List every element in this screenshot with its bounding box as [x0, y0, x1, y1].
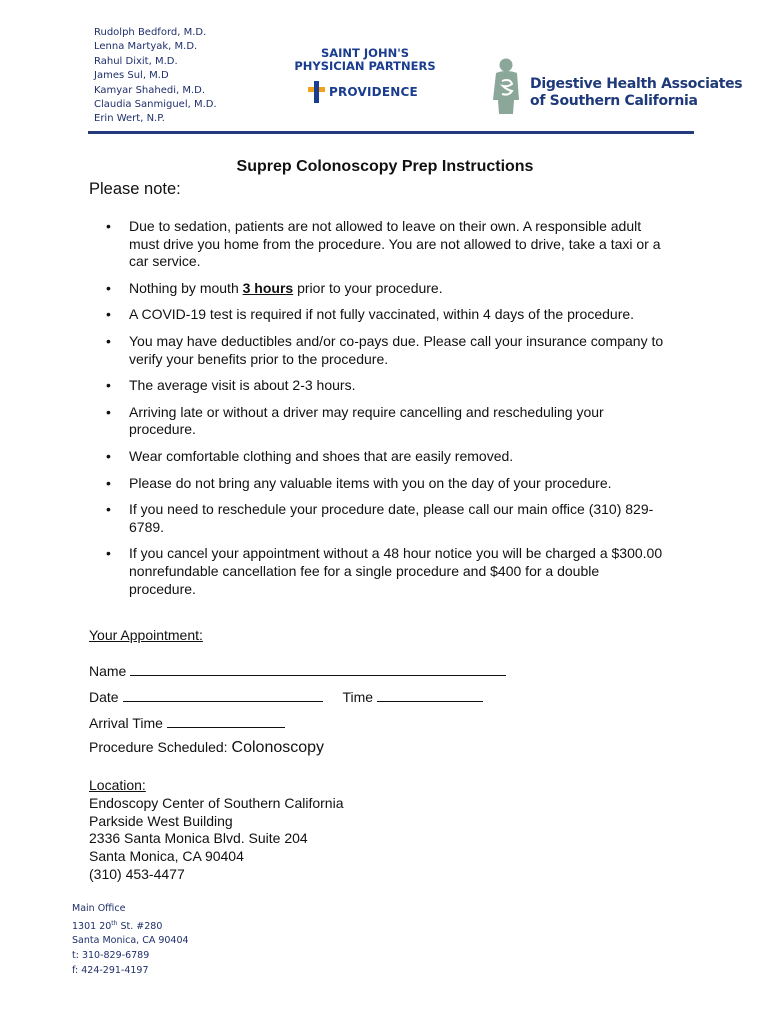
please-note-heading: Please note:: [89, 180, 181, 198]
footer-address: [72, 917, 189, 935]
doctor-name: Erin Wert, N.P.: [94, 113, 165, 125]
location-line: (310) 453-4477: [89, 865, 185, 882]
footer-title: Main Office: [72, 903, 126, 914]
doctor-list: [94, 26, 217, 127]
list-item: • If you cancel your appointment without a 48 hour notice you will be charged a $300.00 nonrefundable cancellation fee for a single procedure and $400 for a double procedure.: [89, 545, 669, 598]
location-heading: Location:: [89, 777, 146, 793]
arrival-label: Arrival Time: [89, 715, 163, 731]
logo-sj-line1: SAINT JOHN'S: [320, 46, 410, 60]
procedure-row: [89, 739, 324, 757]
time-label: Time: [342, 689, 374, 705]
date-label: Date: [89, 689, 119, 705]
dha-text: [530, 76, 742, 110]
list-item: • Wear comfortable clothing and shoes that are easily removed.: [89, 448, 669, 466]
address-rest: St. #280: [117, 920, 163, 932]
providence-cross-icon: [308, 81, 325, 103]
procedure-value: Colonoscopy: [231, 739, 325, 756]
logo-dha-line1: Digestive Health Associates: [530, 76, 743, 92]
logo-dha-line2: of Southern California: [530, 93, 698, 109]
instruction-list: [89, 218, 669, 607]
item-text: Nothing by mouth: [129, 279, 243, 296]
doctor-name: Kamyar Shahedi, M.D.: [94, 84, 206, 96]
location-line: Parkside West Building: [89, 812, 233, 829]
location-line: Santa Monica, CA 90404: [89, 848, 244, 865]
date-time-row: [89, 688, 483, 705]
address-number: 1301 20: [72, 920, 112, 932]
time-field[interactable]: [377, 688, 483, 702]
page-title: Suprep Colonoscopy Prep Instructions: [236, 158, 534, 175]
list-item: • Please do not bring any valuable items with you on the day of your procedure.: [89, 475, 669, 493]
doctor-name: James Sul, M.D: [94, 70, 169, 82]
saint-johns-providence-logo: [292, 46, 438, 99]
footer-city: Santa Monica, CA 90404: [72, 935, 189, 947]
doctor-name: Lenna Martyak, M.D.: [94, 41, 198, 53]
logo-providence-text: PROVIDENCE: [329, 85, 418, 99]
footer-phone: t: 310-829-6789: [72, 949, 150, 961]
emphasis-text: 3 hours: [242, 279, 294, 296]
list-item: • If you need to reschedule your procedure date, please call our main office (310) 829-6789.: [89, 501, 669, 536]
digestive-figure-icon: [490, 56, 530, 114]
location-line: Endoscopy Center of Southern California: [89, 794, 344, 811]
address-suffix: th: [111, 919, 118, 927]
list-item: • A COVID-19 test is required if not fully vaccinated, within 4 days of the procedure.: [89, 306, 669, 324]
logo-sj-line2: PHYSICIAN PARTNERS: [294, 59, 436, 73]
footer-fax: f: 424-291-4197: [72, 964, 149, 976]
list-item: • Due to sedation, patients are not allowed to leave on their own. A responsible adult must drive you home from the procedure. You are not allowed to drive, take a taxi or a car service.: [89, 218, 669, 271]
arrival-row: [89, 714, 285, 731]
footer-contact: [72, 902, 189, 978]
name-label: Name: [89, 663, 127, 679]
list-item: • The average visit is about 2-3 hours.: [89, 377, 669, 395]
appointment-heading: Your Appointment:: [89, 627, 203, 643]
doctor-name: Rudolph Bedford, M.D.: [94, 27, 207, 38]
item-text: prior to your procedure.: [293, 279, 443, 296]
location-block: [89, 777, 343, 884]
name-row: [89, 662, 506, 679]
procedure-label: Procedure Scheduled:: [89, 739, 228, 755]
providence-mark: [308, 81, 418, 103]
header-divider: [88, 131, 694, 134]
arrival-time-field[interactable]: [167, 714, 285, 728]
doctor-name: Rahul Dixit, M.D.: [94, 55, 178, 67]
list-item: • You may have deductibles and/or co-pays due. Please call your insurance company to verify your benefits prior to the procedure.: [89, 333, 669, 368]
name-field[interactable]: [130, 662, 506, 676]
list-item: [89, 280, 669, 298]
location-line: 2336 Santa Monica Blvd. Suite 204: [89, 830, 308, 847]
doctor-name: Claudia Sanmiguel, M.D.: [94, 99, 217, 111]
list-item: • Arriving late or without a driver may require cancelling and rescheduling your procedure.: [89, 404, 669, 439]
date-field[interactable]: [123, 688, 323, 702]
